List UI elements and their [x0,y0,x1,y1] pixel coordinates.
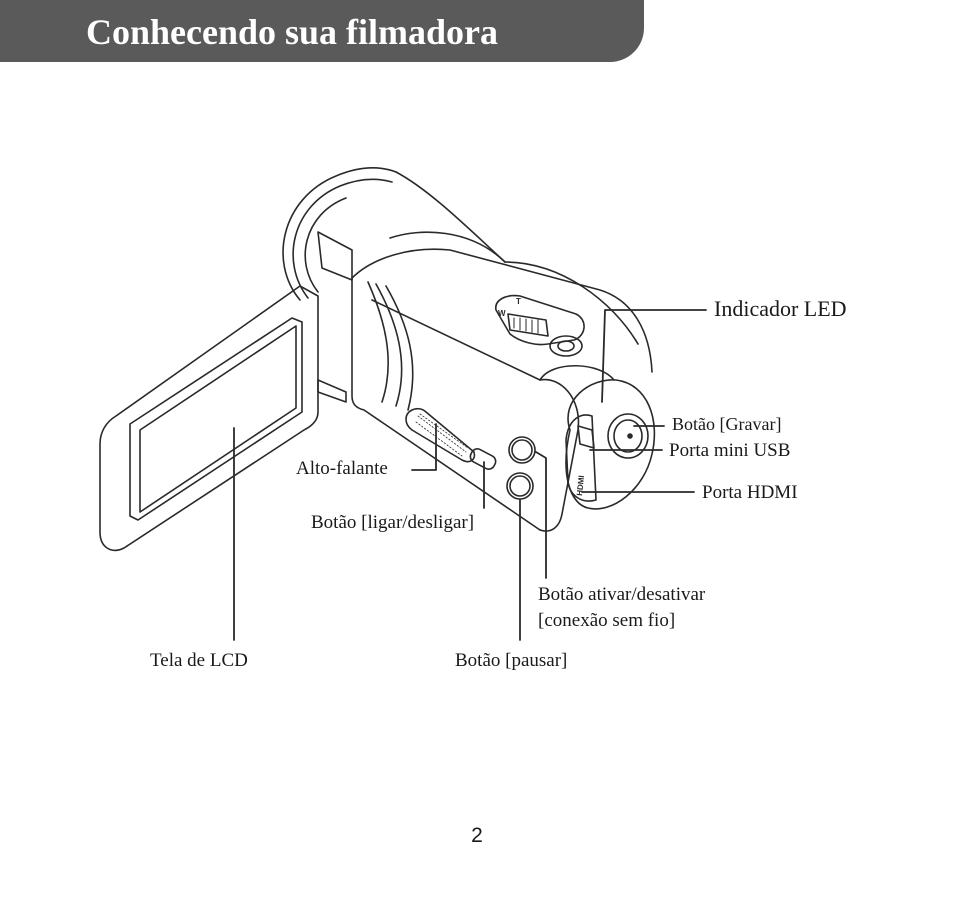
callout-lcd-screen: Tela de LCD [150,650,248,671]
speaker-grille [406,409,474,462]
wireless-button [509,437,535,463]
callout-wireless-button-line2: [conexão sem fio] [538,610,676,631]
callout-pause-button: Botão [pausar] [455,650,568,671]
page-number: 2 [471,824,483,847]
zoom-tele-mark: T [516,297,521,306]
callout-mini-usb-port: Porta mini USB [669,440,791,461]
callout-record-button: Botão [Gravar] [672,414,782,434]
lcd-screen [100,286,318,550]
zoom-wide-mark: W [498,309,506,318]
callout-speaker: Alto-falante [296,458,388,479]
hdmi-port-mark: HDMI [575,474,587,497]
lens-barrel [283,168,638,344]
callout-power-button: Botão [ligar/desligar] [311,512,475,533]
callout-led-indicator: Indicador LED [714,296,847,321]
photo-button [550,336,582,356]
pause-button [507,473,533,499]
record-button [608,414,648,458]
page-title: Conhecendo sua filmadora [86,12,499,52]
callout-wireless-button-line1: Botão ativar/desativar [538,584,706,605]
callout-hdmi-port: Porta HDMI [702,482,798,503]
